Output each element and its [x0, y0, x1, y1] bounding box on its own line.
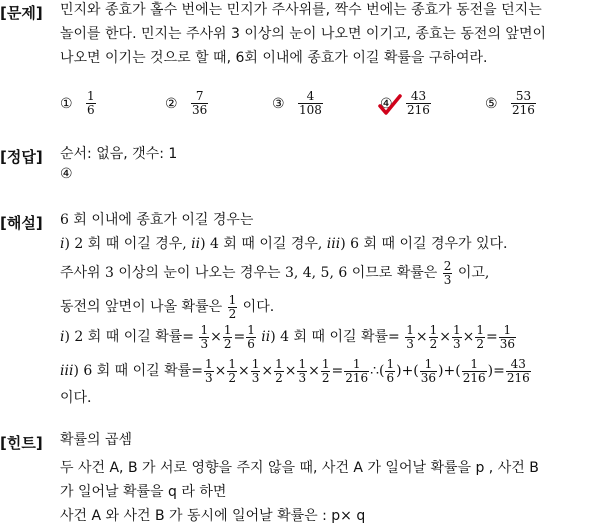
option-3-mark: ③	[272, 95, 285, 112]
hint-line-3: 가 일어날 확률을 q 라 하면	[60, 484, 227, 500]
hint-label: [힌트]	[0, 434, 43, 452]
hint-line-4: 사건 A 와 사건 B 가 동시에 일어날 확률은 : p× q	[60, 508, 366, 524]
option-1-fraction: $\frac{1}{6}$	[87, 89, 95, 117]
option-2-mark: ②	[165, 95, 178, 112]
explain-line-5: i) 2 회 때 이길 확률= $\frac{1}{3}$ × $\frac{1}{2}$ = $\frac{1}{6}$ ii) 4 회 때 이길 확률= $\frac{1}{3}$ × $\frac{1}{2}$ × $\frac{1}{3}$ × $\frac{1}{2}$ = $\frac{1}{36}$	[60, 322, 515, 351]
option-3[interactable]	[272, 90, 324, 117]
hint-line-2: 두 사건 A, B 가 서로 영향을 주지 않을 때, 사건 A 가 일어날 확률을 p , 사건 B	[60, 460, 539, 476]
option-3-fraction: $\frac{4}{108}$	[299, 89, 322, 117]
problem-line-3: 나오면 이기는 것으로 할 때, 6회 이내에 종효가 이길 확률을 구하여라.	[60, 50, 488, 66]
explain-line-1: 6 회 이내에 종효가 이길 경우는	[60, 212, 254, 228]
explain-line-4: 동전의 앞면이 나올 확률은 $\frac{1}{2}$ 이다.	[60, 292, 275, 321]
explain-line-7: 이다.	[60, 390, 92, 406]
explain-line-3: 주사위 3 이상의 눈이 나오는 경우는 3, 4, 5, 6 이므로 확률은 $\frac{2}{3}$ 이고,	[60, 258, 490, 287]
option-5[interactable]	[485, 90, 537, 117]
explain-line-2: i) 2 회 때 이길 경우, ii) 4 회 때 이길 경우, iii) 6 회 때 이길 경우가 있다.	[60, 236, 508, 252]
answer-line-2: ④	[60, 166, 73, 182]
option-1[interactable]	[60, 90, 97, 117]
answer-line-1: 순서: 없음, 갯수: 1	[60, 146, 178, 162]
problem-label: [문제]	[0, 4, 43, 22]
hint-line-1: 확률의 곱셈	[60, 432, 133, 448]
option-2[interactable]	[165, 90, 209, 117]
option-4-fraction: $\frac{43}{216}$	[407, 89, 430, 117]
option-4-mark: ④	[380, 95, 393, 112]
check-icon	[378, 94, 402, 116]
option-5-mark: ⑤	[485, 95, 498, 112]
option-1-mark: ①	[60, 95, 73, 112]
option-2-fraction: $\frac{7}{36}$	[192, 89, 208, 117]
explain-label: [해설]	[0, 214, 43, 232]
explain-line-6: iii) 6 회 때 이길 확률= $\frac{1}{3}$ × $\frac{1}{2}$ × $\frac{1}{3}$ × $\frac{1}{2}$ × $\frac{1}{3}$ × $\frac{1}{2}$ = $\frac{1}{216}$ ∴( $\frac{1}{6}$ )+( $\frac{1}{36}$ )+( $\frac{1}{216}$ )= $\frac{43}{216}$	[60, 356, 530, 385]
problem-line-2: 놀이를 한다. 민지는 주사위 3 이상의 눈이 나오면 이기고, 종효는 동전의 앞면이	[60, 26, 547, 42]
answer-label: [정답]	[0, 148, 43, 166]
problem-line-1: 민지와 종효가 홀수 번에는 민지가 주사위를, 짝수 번에는 종효가 동전을 던지는	[60, 2, 542, 18]
option-5-fraction: $\frac{53}{216}$	[512, 89, 535, 117]
